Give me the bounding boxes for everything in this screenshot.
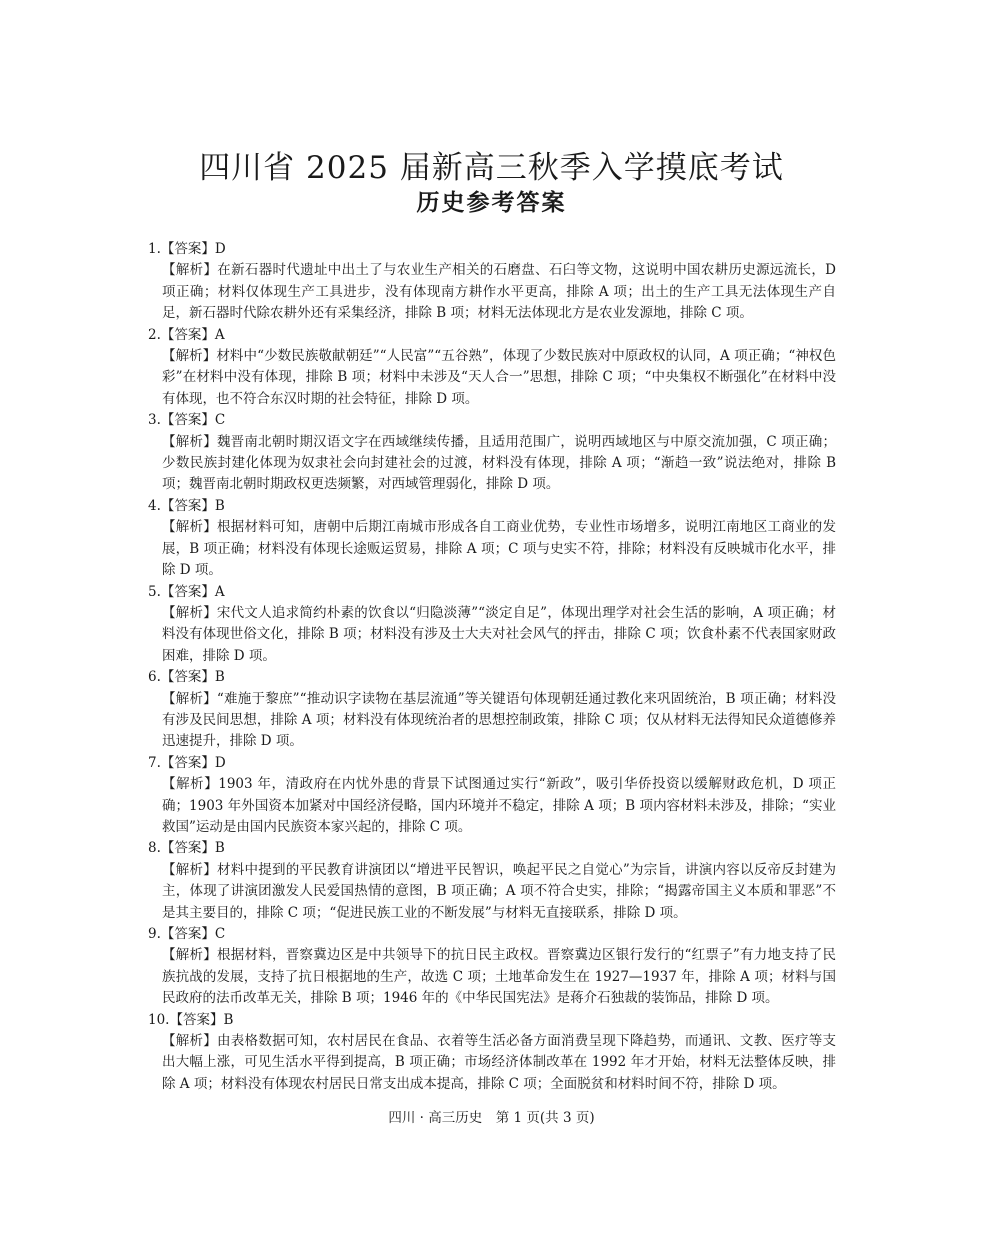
page-title: 四川省 2025 届新高三秋季入学摸底考试	[199, 150, 784, 186]
question-item-8	[148, 838, 836, 924]
answer-line: 2.【答案】A	[148, 326, 225, 343]
question-item-7	[148, 753, 836, 839]
answer-line: 1.【答案】D	[148, 241, 226, 257]
answer-line: 10.【答案】B	[148, 1011, 234, 1028]
question-item-1	[148, 239, 836, 325]
page-footer: 四川 · 高三历史 第 1 页(共 3 页)	[388, 1110, 595, 1126]
answer-line: 7.【答案】D	[148, 754, 226, 771]
question-item-9	[148, 924, 836, 1010]
question-item-2	[148, 325, 836, 411]
page-subtitle: 历史参考答案	[416, 190, 567, 216]
explanation: 【解析】“难施于黎庶”“推动识字读物在基层流通”等关键语句体现朝廷通过教化来巩固统治，B 项正确；材料没有涉及民间思想，排除 A 项；材料没有体现统治者的思想控制政策，排除 C 项；仅从材料无法得知民众道德修养迅速提升，排除 D 项。	[162, 690, 836, 750]
answer-line: 5.【答案】A	[148, 583, 225, 600]
question-item-10	[148, 1010, 836, 1096]
explanation: 【解析】宋代文人追求简约朴素的饮食以“归隐淡薄”“淡定自足”，体现出理学对社会生活的影响，A 项正确；材料没有体现世俗文化，排除 B 项；材料没有涉及士大夫对社会风气的抨击，排除 C 项；饮食朴素不代表国家财政困难，排除 D 项。	[162, 604, 836, 664]
explanation: 【解析】材料中“少数民族敬献朝廷”“人民富”“五谷熟”，体现了少数民族对中原政权的认同，A 项正确；“神权色彩”在材料中没有体现，排除 B 项；材料中未涉及“天人合一”思想，排除 C 项；“中央集权不断强化”在材料中没有体现，也不符合东汉时期的社会特征，排除 D 项。	[162, 348, 836, 407]
explanation: 【解析】由表格数据可知，农村居民在食品、衣着等生活必备方面消费呈现下降趋势，而通讯、文教、医疗等支出大幅上涨，可见生活水平得到提高，B 项正确；市场经济体制改革在 1992 年才开始，材料无法整体反映，排除 A 项；材料没有体现农村居民日常支出成本提高，排除 C 项；全面脱贫和材料时间不符，排除 D 项。	[162, 1033, 836, 1092]
answer-line: 8.【答案】B	[148, 840, 225, 857]
answer-line: 3.【答案】C	[148, 412, 226, 429]
explanation: 【解析】魏晋南北朝时期汉语文字在西域继续传播，且适用范围广，说明西域地区与中原交流加强，C 项正确；少数民族封建化体现为奴隶社会向封建社会的过渡，材料没有体现，排除 A 项；“渐趋一致”说法绝对，排除 B 项；魏晋南北朝时期政权更迭频繁，对西域管理弱化，排除 D 项。	[162, 433, 836, 493]
question-item-3	[148, 410, 836, 496]
explanation: 【解析】在新石器时代遗址中出土了与农业生产相关的石磨盘、石臼等文物，这说明中国农耕历史源远流长，D 项正确；材料仅体现生产工具进步，没有体现南方耕作水平更高，排除 A 项；出土的生产工具无法体现生产自足，新石器时代除农耕外还有采集经济，排除 B 项；材料无法体现北方是农业发源地，排除 C 项。	[162, 262, 836, 322]
question-item-4	[148, 496, 836, 582]
explanation: 【解析】材料中提到的平民教育讲演团以“增进平民智识，唤起平民之自觉心”为宗旨，讲演内容以反帝反封建为主，体现了讲演团激发人民爱国热情的意图，B 项正确；A 项不符合史实，排除；“揭露帝国主义本质和罪恶”不是其主要目的，排除 C 项；“促进民族工业的不断发展”与材料无直接联系，排除 D 项。	[162, 861, 836, 921]
answer-line: 6.【答案】B	[148, 669, 225, 686]
question-item-6	[148, 667, 836, 753]
explanation: 【解析】1903 年，清政府在内忧外患的背景下试图通过实行“新政”，吸引华侨投资以缓解财政危机，D 项正确；1903 年外国资本加紧对中国经济侵略，国内环境并不稳定，排除 A 项；B 项内容材料未涉及，排除；“实业救国”运动是由国内民族资本家兴起的，排除 C 项。	[162, 776, 836, 835]
answer-line: 9.【答案】C	[148, 926, 226, 942]
answer-list	[148, 239, 836, 1095]
answer-line: 4.【答案】B	[148, 497, 225, 514]
explanation: 【解析】根据材料，晋察冀边区是中共领导下的抗日民主政权。晋察冀边区银行发行的“红票子”有力地支持了民族抗战的发展，支持了抗日根据地的生产，故选 C 项；土地革命发生在 1927—1937 年，排除 A 项；材料与国民政府的法币改革无关，排除 B 项；1946 年的《中华民国宪法》是蒋介石独裁的装饰品，排除 D 项。	[162, 947, 836, 1007]
explanation: 【解析】根据材料可知，唐朝中后期江南城市形成各自工商业优势，专业性市场增多，说明江南地区工商业的发展，B 项正确；材料没有体现长途贩运贸易，排除 A 项；C 项与史实不符，排除；材料没有反映城市化水平，排除 D 项。	[162, 519, 836, 579]
question-item-5	[148, 582, 836, 668]
